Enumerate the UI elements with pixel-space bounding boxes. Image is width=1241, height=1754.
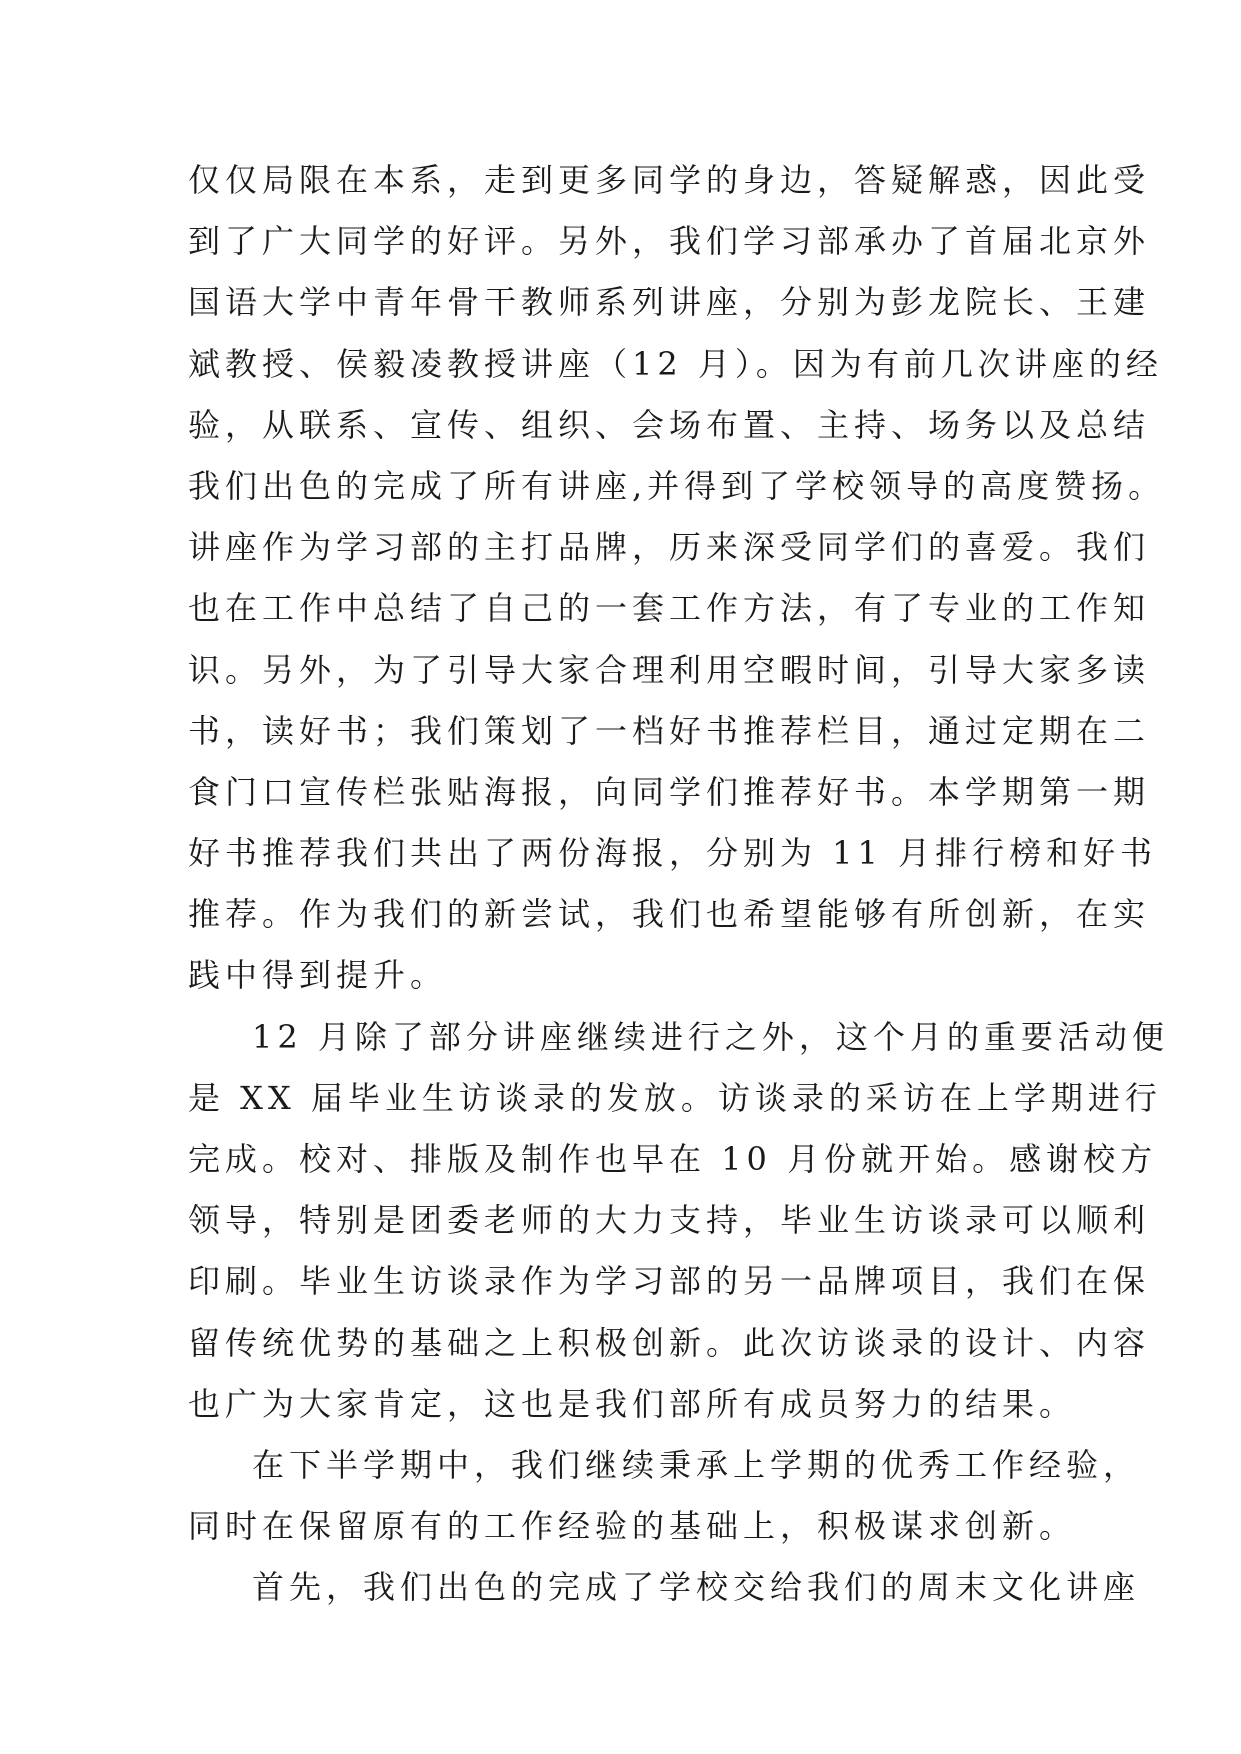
text-line: 验，从联系、宣传、组织、会场布置、主持、场务以及总结 [188, 405, 1151, 444]
text-line: 我们出色的完成了所有讲座,并得到了学校领导的高度赞扬。 [188, 466, 1166, 505]
text-line: 也在工作中总结了自己的一套工作方法，有了专业的工作知 [188, 589, 1151, 628]
text-line: 留传统优势的基础之上积极创新。此次访谈录的设计、内容 [188, 1323, 1151, 1362]
text-line: 领导，特别是团委老师的大力支持，毕业生访谈录可以顺利 [188, 1201, 1151, 1240]
text-line: 是 XX 届毕业生访谈录的发放。访谈录的采访在上学期进行 [188, 1078, 1162, 1117]
text-line: 践中得到提升。 [188, 956, 448, 995]
text-line: 好书推荐我们共出了两份海报，分别为 11 月排行榜和好书 [188, 834, 1158, 873]
text-line: 识。另外，为了引导大家合理利用空暇时间，引导大家多读 [188, 650, 1151, 689]
text-line: 讲座作为学习部的主打品牌，历来深受同学们的喜爱。我们 [188, 528, 1151, 567]
text-line: 斌教授、侯毅凌教授讲座（12 月）。因为有前几次讲座的经 [188, 344, 1163, 383]
text-line: 推荐。作为我们的新尝试，我们也希望能够有所创新，在实 [188, 895, 1151, 934]
paragraph-start-line: 12 月除了部分讲座继续进行之外，这个月的重要活动便 [252, 1017, 1169, 1056]
paragraph-start-line: 在下半学期中，我们继续秉承上学期的优秀工作经验， [252, 1445, 1141, 1484]
text-line: 完成。校对、排版及制作也早在 10 月份就开始。感谢校方 [188, 1140, 1158, 1178]
paragraph-start-line: 首先，我们出色的完成了学校交给我们的周末文化讲座 [252, 1568, 1141, 1607]
text-line: 同时在保留原有的工作经验的基础上，积极谋求创新。 [188, 1507, 1077, 1546]
text-line: 也广为大家肯定，这也是我们部所有成员努力的结果。 [188, 1384, 1077, 1423]
text-line: 国语大学中青年骨干教师系列讲座，分别为彭龙院长、王建 [188, 283, 1151, 322]
text-line: 到了广大同学的好评。另外，我们学习部承办了首届北京外 [188, 222, 1151, 261]
text-line: 书，读好书；我们策划了一档好书推荐栏目，通过定期在二 [188, 711, 1151, 750]
text-line: 食门口宣传栏张贴海报，向同学们推荐好书。本学期第一期 [188, 772, 1151, 811]
text-line: 仅仅局限在本系，走到更多同学的身边，答疑解惑，因此受 [188, 161, 1151, 199]
text-line: 印刷。毕业生访谈录作为学习部的另一品牌项目，我们在保 [188, 1262, 1151, 1301]
document-body [188, 150, 1169, 1619]
